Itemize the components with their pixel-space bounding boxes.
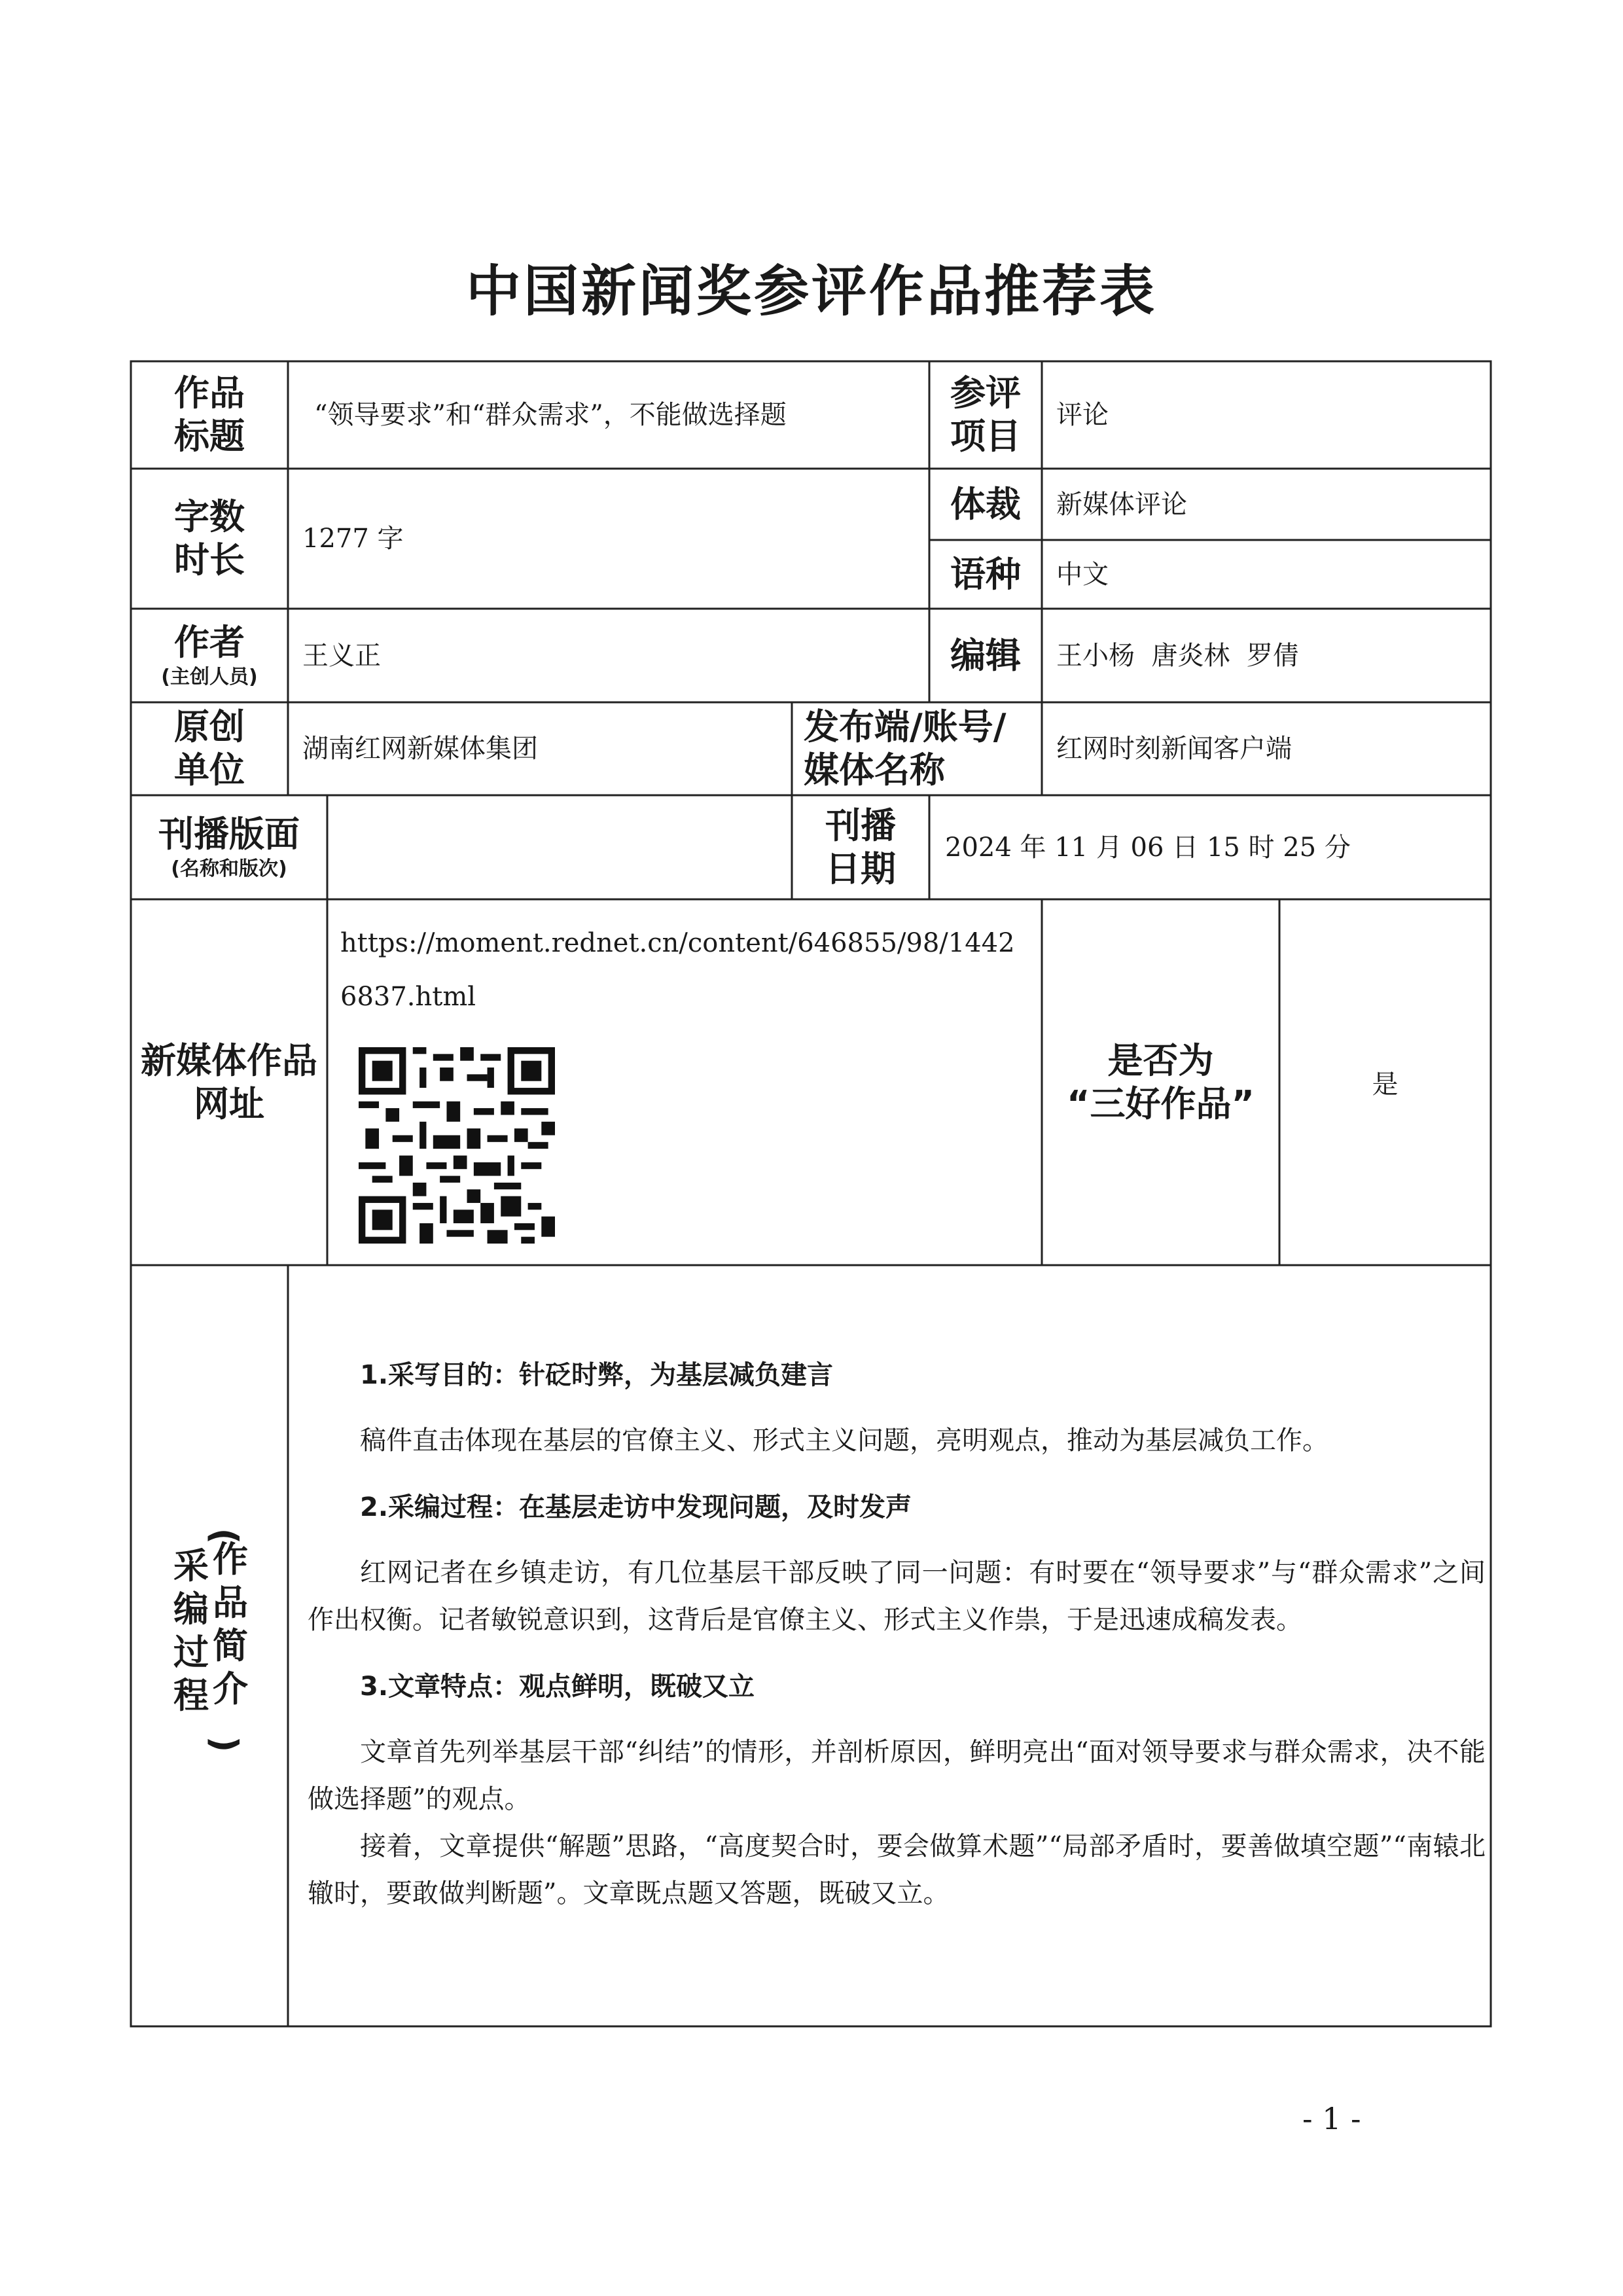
layout-label	[131, 795, 327, 899]
work-title-text: “领导要求”和“群众需求”，不能做选择题	[314, 400, 787, 430]
publish-date-value	[929, 795, 1495, 899]
process-label-col1	[171, 1545, 211, 1717]
platform-label-line1: 发布端/账号/	[804, 706, 1007, 747]
publish-date-text: 2024 年 11 月 06 日 15 时 25 分	[945, 832, 1351, 863]
genre-label	[929, 469, 1042, 540]
layout-value	[327, 795, 800, 899]
process-heading-3: 3.文章特点：观点鲜明，既破又立	[360, 1672, 755, 1702]
original-unit-label	[131, 702, 288, 795]
language-text: 中文	[1056, 559, 1109, 590]
process-char-3: 过	[173, 1632, 209, 1673]
process-content	[308, 1332, 1486, 1934]
original-unit-value	[288, 702, 800, 795]
process-right-char-1: 作	[213, 1539, 248, 1580]
language-label	[929, 540, 1042, 609]
process-paragraph-2: 红网记者在乡镇走访，有几位基层干部反映了同一问题：有时要在“领导要求”与“群众需求”之间作出权衡。记者敏锐意识到，这背后是官僚主义、形式主义作祟，于是迅速成稿发表。	[308, 1558, 1486, 1635]
work-title-label	[131, 361, 288, 469]
author-label-note: (主创人员)	[161, 665, 258, 689]
three-good-label-line2: “三好作品”	[1067, 1083, 1255, 1124]
process-paren-open: (	[204, 1528, 245, 1545]
word-count-label-line1: 字数	[174, 496, 245, 537]
platform-label-line2: 媒体名称	[804, 749, 945, 791]
work-title-label-line2: 标题	[174, 416, 245, 457]
genre-value	[1042, 469, 1488, 540]
work-title-label-line1: 作品	[174, 372, 245, 414]
category-value	[1042, 361, 1488, 469]
category-label-line2: 项目	[950, 416, 1021, 457]
process-label	[131, 1528, 288, 1780]
process-paren-close: )	[204, 1736, 245, 1753]
process-paragraph-4: 接着，文章提供“解题”思路，“高度契合时，要会做算术题”“局部矛盾时，要善做填空题”“南辕北辙时，要敢做判断题”。文章既点题又答题，既破又立。	[308, 1831, 1486, 1909]
qr-code-icon	[359, 1047, 555, 1244]
author-value	[288, 609, 931, 702]
process-right-char-4: 介	[213, 1668, 248, 1710]
process-heading-2: 2.采编过程：在基层走访中发现问题，及时发声	[360, 1492, 912, 1522]
platform-text: 红网时刻新闻客户端	[1056, 734, 1292, 764]
author-label	[131, 609, 288, 702]
language-value	[1042, 540, 1488, 609]
three-good-label	[1042, 899, 1279, 1265]
process-right-char-2: 品	[213, 1582, 248, 1623]
process-heading-1: 1.采写目的：针砭时弊，为基层减负建言	[360, 1360, 834, 1390]
process-char-4: 程	[173, 1675, 209, 1716]
url-label-line1: 新媒体作品	[141, 1039, 317, 1081]
process-label-col2	[211, 1538, 250, 1711]
editor-text: 王小杨 唐炎林 罗倩	[1056, 640, 1299, 671]
three-good-label-line1: 是否为	[1107, 1039, 1214, 1081]
word-count-value	[288, 469, 931, 609]
process-right-char-3: 简	[213, 1625, 248, 1666]
author-label-text: 作者	[174, 621, 245, 663]
url-label-line2: 网址	[194, 1083, 264, 1124]
process-paragraph-1: 稿件直击体现在基层的官僚主义、形式主义问题，亮明观点，推动为基层减负工作。	[360, 1426, 1329, 1456]
editor-label	[929, 609, 1042, 702]
author-text: 王义正	[302, 640, 381, 671]
publish-date-label-line2: 日期	[825, 848, 896, 889]
editor-value	[1042, 609, 1488, 702]
word-count-text: 1277 字	[302, 524, 404, 554]
layout-label-text: 刊播版面	[158, 813, 300, 855]
language-label-text: 语种	[950, 553, 1021, 595]
work-title-value	[288, 361, 942, 469]
three-good-text: 是	[1372, 1069, 1399, 1100]
word-count-label	[131, 469, 288, 609]
genre-label-text: 体裁	[950, 483, 1021, 525]
category-label	[929, 361, 1042, 469]
category-text: 评论	[1056, 400, 1109, 430]
platform-label	[792, 702, 1054, 795]
original-unit-label-line2: 单位	[174, 749, 245, 791]
url-label	[131, 899, 327, 1265]
document-title: 中国新闻奖参评作品推荐表	[465, 259, 1157, 323]
original-unit-text: 湖南红网新媒体集团	[302, 734, 538, 764]
process-paragraph-3: 文章首先列举基层干部“纠结”的情形，并剖析原因，鲜明亮出“面对领导要求与群众需求，决不能做选择题”的观点。	[308, 1737, 1486, 1814]
platform-value	[1042, 702, 1488, 795]
editor-label-text: 编辑	[950, 634, 1021, 676]
process-char-2: 编	[173, 1588, 209, 1630]
publish-date-label-line1: 刊播	[825, 804, 896, 846]
word-count-label-line2: 时长	[174, 539, 245, 581]
work-url-link[interactable]: https://moment.rednet.cn/content/646855/98/14426837.html	[340, 928, 1015, 1012]
three-good-value	[1279, 899, 1491, 1265]
publish-date-label	[792, 795, 929, 899]
category-label-line1: 参评	[950, 372, 1021, 414]
original-unit-label-line1: 原创	[174, 706, 245, 747]
genre-text: 新媒体评论	[1056, 489, 1187, 520]
process-char-1: 采	[173, 1545, 209, 1587]
layout-label-note: (名称和版次)	[171, 857, 287, 880]
page-number: - 1 -	[1302, 2101, 1361, 2136]
